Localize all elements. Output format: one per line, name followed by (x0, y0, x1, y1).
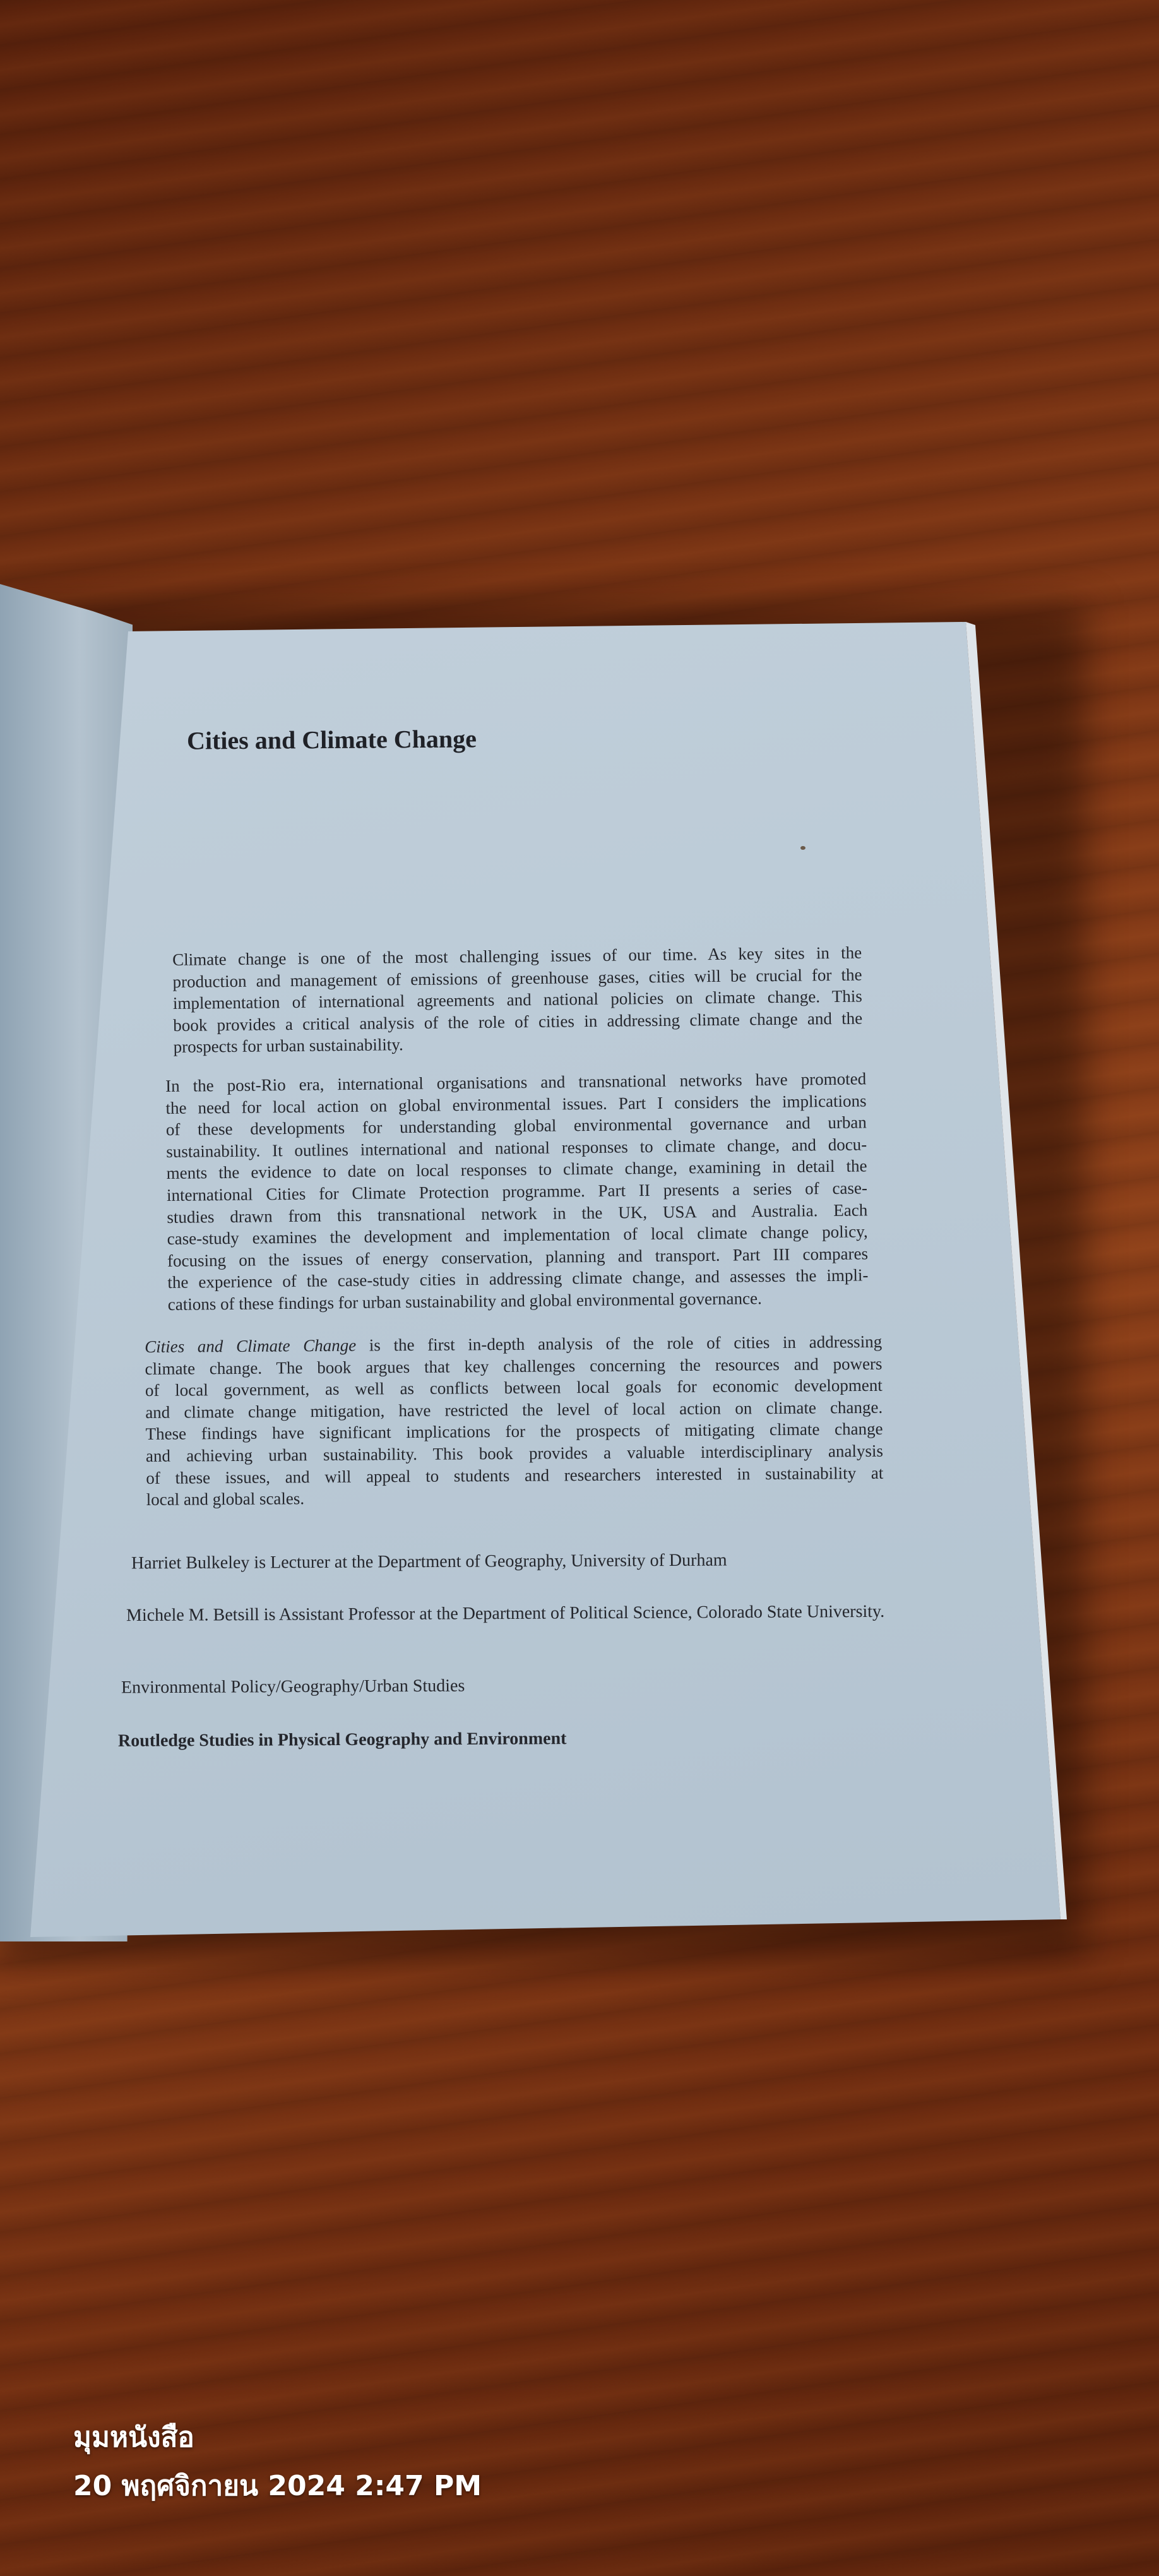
text-fragment: is the first in-depth analysis of the role of cities in addressing (356, 1332, 883, 1355)
photo-stamp-datetime: 20 พฤศจิกายน 2024 2:47 PM (73, 2470, 482, 2502)
text-line: These findings have significant implications for the prospects of mitigating climate change (145, 1419, 883, 1444)
text-line: the experience of the case-study cities in addressing climate change, and assesses the impli- (167, 1265, 869, 1292)
blurb-paragraph-1 (172, 942, 863, 1058)
photo-stamp-label: มุมหนังสือ (73, 2421, 194, 2454)
text-line: case-study examines the development and implementation of local climate change policy, (167, 1222, 868, 1249)
book-title: Cities and Climate Change (186, 724, 477, 755)
page-speck (800, 846, 805, 850)
text-line: production and management of emissions of greenhouse gases, cities will be crucial for the (172, 965, 862, 991)
italic-book-title: Cities and Climate Change (145, 1335, 357, 1356)
text-line: of these developments for understanding global environmental governance and urban (165, 1112, 867, 1140)
text-line: studies drawn from this transnational network in the UK, USA and Australia. Each (167, 1200, 868, 1227)
text-line: Climate change is one of the most challenging issues of our time. As key sites in the (172, 943, 862, 969)
text-line: international Cities for Climate Protection programme. Part II presents a series of case- (166, 1178, 868, 1205)
text-line: of local government, as well as conflicts between local goals for economic development (145, 1375, 883, 1400)
text-line: cations of these findings for urban sustainability and global environmental governance. (167, 1289, 762, 1314)
text-line: and achieving urban sustainability. This book provides a valuable interdisciplinary analysis (145, 1441, 884, 1465)
series-name: Routledge Studies in Physical Geography and Environment (117, 1729, 567, 1751)
author-bio-bulkeley: Harriet Bulkeley is Lecturer at the Department of Geography, University of Durham (131, 1550, 727, 1573)
text-line: climate change. The book argues that key challenges concerning the resources and powers (145, 1354, 883, 1378)
text-line: In the post-Rio era, international organisations and transnational networks have promoted (165, 1069, 867, 1095)
author-bio-betsill: Michele M. Betsill is Assistant Professor at the Department of Political Science, Colorado State University. (126, 1601, 885, 1626)
text-line: focusing on the issues of energy conservation, planning and transport. Part III compares (167, 1244, 869, 1270)
text-line: local and global scales. (146, 1489, 305, 1510)
text-line: and climate change mitigation, have restricted the level of local action on climate change. (145, 1397, 883, 1422)
subject-categories: Environmental Policy/Geography/Urban Studies (121, 1676, 465, 1698)
text-line: sustainability. It outlines international and national responses to climate change, and docu- (166, 1135, 867, 1161)
text-line: of these issues, and will appeal to students and researchers interested in sustainability at (146, 1463, 884, 1488)
blurb-paragraph-3 (145, 1330, 884, 1512)
text-line: prospects for urban sustainability. (173, 1035, 403, 1057)
text-line: implementation of international agreements and national policies on climate change. This (172, 986, 862, 1013)
blurb-paragraph-2 (165, 1068, 869, 1315)
text-line: book provides a critical analysis of the role of cities in addressing climate change and the (173, 1008, 863, 1035)
text-line: the need for local action on global environmental issues. Part I considers the implications (165, 1090, 867, 1118)
text-line: ments the evidence to date on local responses to climate change, examining in detail the (166, 1156, 867, 1183)
